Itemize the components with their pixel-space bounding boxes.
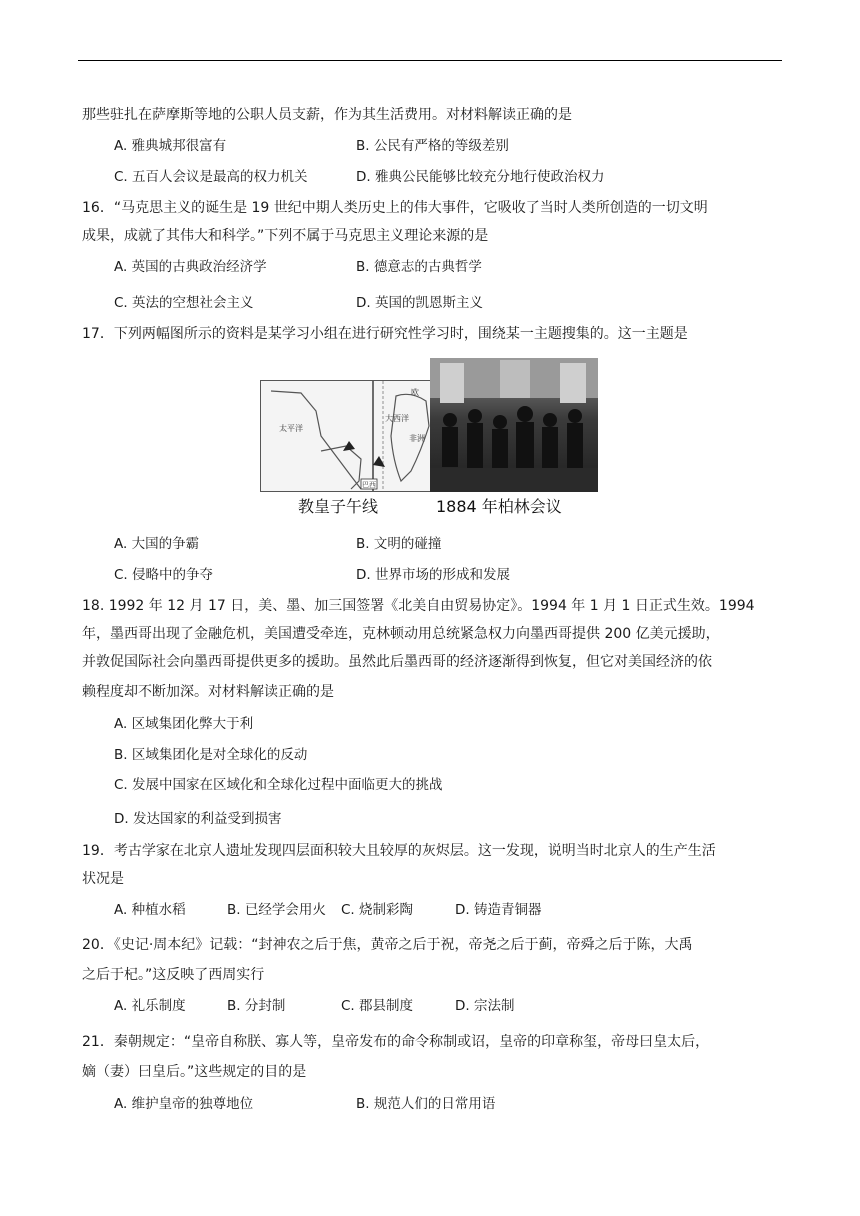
caption-papal-meridian: 教皇子午线: [298, 497, 379, 516]
q16-option-a: A. 英国的古典政治经济学: [114, 259, 267, 275]
q16-option-c: C. 英法的空想社会主义: [114, 295, 254, 311]
q16-option-b: B. 德意志的古典哲学: [356, 259, 482, 275]
q18-option-d: D. 发达国家的利益受到损害: [114, 811, 282, 827]
q19-stem-line-1: 19．考古学家在北京人遗址发现四层面积较大且较厚的灰烬层。这一发现，说明当时北京人的生产生活: [82, 843, 716, 859]
q20-option-b: B. 分封制: [227, 998, 286, 1014]
map-label-brazil: 巴西: [362, 481, 376, 489]
q19-option-c: C. 烧制彩陶: [341, 902, 414, 918]
q18-stem-line-3: 并敦促国际社会向墨西哥提供更多的援助。虽然此后墨西哥的经济逐渐得到恢复，但它对美国经济的依: [82, 654, 712, 670]
q18-stem-line-4: 赖程度却不断加深。对材料解读正确的是: [82, 684, 334, 700]
q15-option-a: A. 雅典城邦很富有: [114, 138, 227, 154]
map-label-africa: 非洲: [409, 434, 425, 443]
q18-stem-line-2: 年，墨西哥出现了金融危机，美国遭受牵连，克林顿动用总统紧急权力向墨西哥提供 200 亿美元援助，: [82, 626, 720, 642]
header-rule: [78, 60, 782, 61]
q17-figure: [260, 358, 598, 522]
q15-stem-continuation: 那些驻扎在萨摩斯等地的公职人员支薪，作为其生活费用。对材料解读正确的是: [82, 107, 572, 123]
q19-option-a: A. 种植水稻: [114, 902, 186, 918]
map-label-pacific: 太平洋: [279, 424, 303, 433]
papal-meridian-map: [260, 380, 432, 492]
q16-stem-line-2: 成果，成就了其伟大和科学。”下列不属于马克思主义理论来源的是: [82, 228, 489, 244]
q21-stem-line-1: 21．秦朝规定：“皇帝自称朕、寡人等，皇帝发布的命令称制或诏，皇帝的印章称玺，帝母曰皇太后，: [82, 1034, 710, 1050]
q17-option-a: A. 大国的争霸: [114, 536, 200, 552]
q21-option-a: A. 维护皇帝的独尊地位: [114, 1096, 254, 1112]
q16-stem-line-1: 16．“马克思主义的诞生是 19 世纪中期人类历史上的伟大事件，它吸收了当时人类所创造的一切文明: [82, 200, 708, 216]
q15-option-d: D. 雅典公民能够比较充分地行使政治权力: [356, 169, 605, 185]
photo-illustration: [430, 358, 598, 492]
caption-berlin-conference: 1884 年柏林会议: [436, 497, 562, 516]
berlin-conference-photo: [430, 358, 598, 492]
q20-stem-line-2: 之后于杞。”这反映了西周实行: [82, 967, 265, 983]
map-label-europe: 欧: [411, 388, 419, 397]
q15-option-c: C. 五百人会议是最高的权力机关: [114, 169, 308, 185]
q15-option-b: B. 公民有严格的等级差别: [356, 138, 509, 154]
q18-option-a: A. 区域集团化弊大于利: [114, 716, 254, 732]
q16-option-d: D. 英国的凯恩斯主义: [356, 295, 483, 311]
q17-stem: 17．下列两幅图所示的资料是某学习小组在进行研究性学习时，围绕某一主题搜集的。这一主题是: [82, 326, 688, 342]
q21-stem-line-2: 嫡（妻）曰皇后。”这些规定的目的是: [82, 1064, 307, 1080]
q20-option-a: A. 礼乐制度: [114, 998, 186, 1014]
q19-stem-line-2: 状况是: [82, 871, 124, 887]
q17-option-b: B. 文明的碰撞: [356, 536, 442, 552]
q18-option-c: C. 发展中国家在区域化和全球化过程中面临更大的挑战: [114, 777, 443, 793]
q20-option-c: C. 郡县制度: [341, 998, 414, 1014]
map-label-atlantic: 大西洋: [385, 414, 409, 423]
q17-option-c: C. 侵略中的争夺: [114, 567, 214, 583]
q19-option-d: D. 铸造青铜器: [455, 902, 542, 918]
q18-option-b: B. 区域集团化是对全球化的反动: [114, 747, 308, 763]
q19-option-b: B. 已经学会用火: [227, 902, 326, 918]
q21-option-b: B. 规范人们的日常用语: [356, 1096, 496, 1112]
map-illustration: [261, 381, 431, 491]
q20-option-d: D. 宗法制: [455, 998, 515, 1014]
q20-stem-line-1: 20．《史记·周本纪》记载：“封神农之后于焦，黄帝之后于祝，帝尧之后于蓟，帝舜之后于陈，大禹: [82, 937, 693, 953]
q18-stem-line-1: 18. 1992 年 12 月 17 日，美、墨、加三国签署《北美自由贸易协定》。1994 年 1 月 1 日正式生效。1994: [82, 598, 755, 614]
q17-option-d: D. 世界市场的形成和发展: [356, 567, 510, 583]
